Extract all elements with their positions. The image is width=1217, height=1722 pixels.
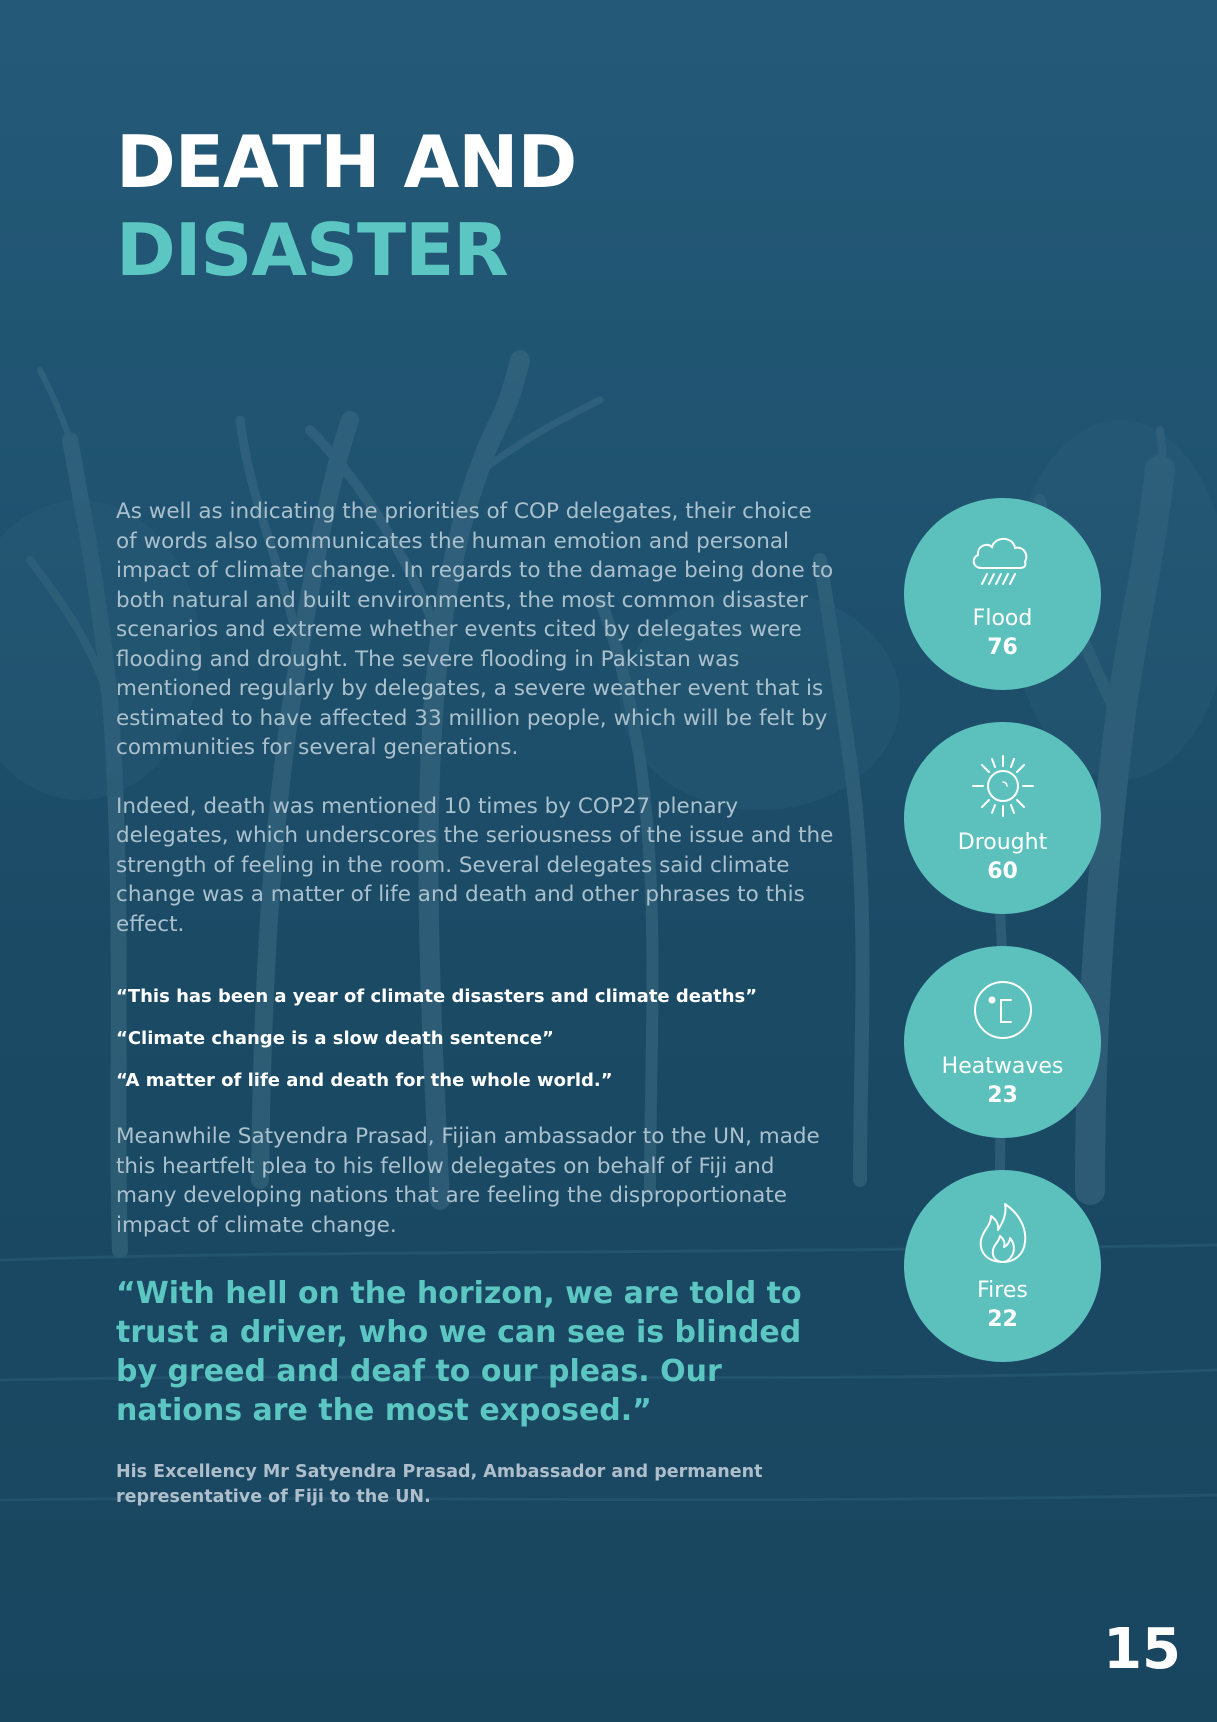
pull-quote: “With hell on the horizon, we are told to trust a driver, who we can see is blinded by greed and deaf to our pleas. Our nations are the most exposed.” — [116, 1276, 802, 1428]
page-title — [116, 118, 576, 294]
delegate-quote: “A matter of life and death for the whole world.” — [116, 1070, 613, 1091]
article-body — [116, 497, 836, 1510]
flame-icon — [965, 1196, 1041, 1272]
thermometer-celsius-icon — [965, 972, 1041, 1048]
stat-heatwaves — [904, 946, 1101, 1138]
page-title-line1: DEATH AND — [116, 120, 577, 204]
sun-icon — [965, 748, 1041, 824]
delegate-quote: “Climate change is a slow death sentence” — [116, 1028, 554, 1049]
stat-label: Fires — [977, 1278, 1028, 1303]
death-mentions-paragraph: Indeed, death was mentioned 10 times by COP27 plenary delegates, which underscores the seriousness of the issue and the strength of feeling in the room. Several delegates said climate change was a matter of life and death and other phrases to this effect. — [116, 793, 834, 937]
stat-value: 60 — [987, 859, 1018, 884]
page-title-line2: DISASTER — [116, 208, 508, 292]
stat-label: Flood — [972, 606, 1033, 631]
stat-value: 23 — [987, 1083, 1018, 1108]
page-number: 15 — [1103, 1617, 1181, 1682]
quote-attribution: His Excellency Mr Satyendra Prasad, Ambassador and permanent representative of Fiji to the UN. — [116, 1462, 763, 1507]
stat-label: Drought — [957, 830, 1048, 855]
stat-fires — [904, 1170, 1101, 1362]
stat-flood — [904, 498, 1101, 690]
intro-paragraph: As well as indicating the priorities of COP delegates, their choice of words also communicates the human emotion and personal impact of climate change. In regards to the damage being done to both natural and built environments, the most common disaster scenarios and extreme whether events cited by delegates were flooding and drought. The severe flooding in Pakistan was mentioned regularly by delegates, a severe weather event that is estimated to have affected 33 million people, which will be felt by communities for several generations. — [116, 499, 834, 760]
delegate-quote: “This has been a year of climate disasters and climate deaths” — [116, 986, 758, 1007]
stat-value: 76 — [987, 635, 1018, 660]
stat-label: Heatwaves — [941, 1054, 1064, 1079]
stat-value: 22 — [987, 1307, 1018, 1332]
fiji-paragraph: Meanwhile Satyendra Prasad, Fijian ambassador to the UN, made this heartfelt plea to his fellow delegates on behalf of Fiji and many developing nations that are feeling the disproportionate impact of climate change. — [116, 1124, 820, 1238]
rain-cloud-icon — [965, 524, 1041, 600]
stat-drought — [904, 722, 1101, 914]
